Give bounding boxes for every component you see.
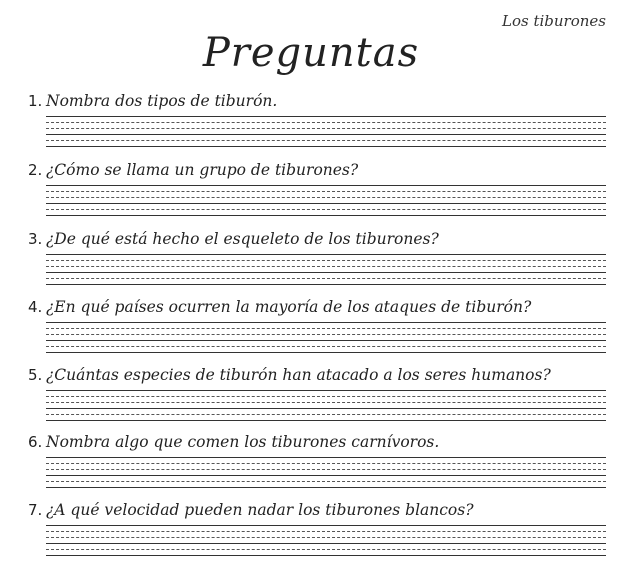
question-text: Nombra dos tipos de tiburón. [46,92,278,110]
question-text: ¿A qué velocidad pueden nadar los tiburones blancos? [46,501,474,519]
question-4 [28,298,608,358]
question-number: 6. [28,433,43,451]
page-title: Preguntas [202,30,420,76]
question-number: 4. [28,298,43,316]
question-number: 3. [28,230,43,248]
answer-lines[interactable] [46,250,606,286]
question-number: 1. [28,92,43,110]
question-text: ¿Cómo se llama un grupo de tiburones? [46,161,359,179]
answer-lines[interactable] [46,181,606,217]
answer-lines[interactable] [46,386,606,422]
question-5 [28,366,608,426]
answer-lines[interactable] [46,318,606,354]
answer-lines[interactable] [46,453,606,489]
question-number: 2. [28,161,43,179]
question-3 [28,230,608,290]
question-7 [28,501,608,561]
question-text: ¿En qué países ocurren la mayoría de los ataques de tiburón? [46,298,532,316]
question-number: 5. [28,366,43,384]
question-2 [28,161,608,221]
question-6 [28,433,608,493]
answer-lines[interactable] [46,112,606,148]
question-text: Nombra algo que comen los tiburones carnívoros. [46,433,440,451]
answer-lines[interactable] [46,521,606,557]
question-text: ¿Cuántas especies de tiburón han atacado a los seres humanos? [46,366,551,384]
question-number: 7. [28,501,43,519]
question-1 [28,92,608,152]
page-header-tag: Los tiburones [502,12,606,30]
question-text: ¿De qué está hecho el esqueleto de los tiburones? [46,230,439,248]
